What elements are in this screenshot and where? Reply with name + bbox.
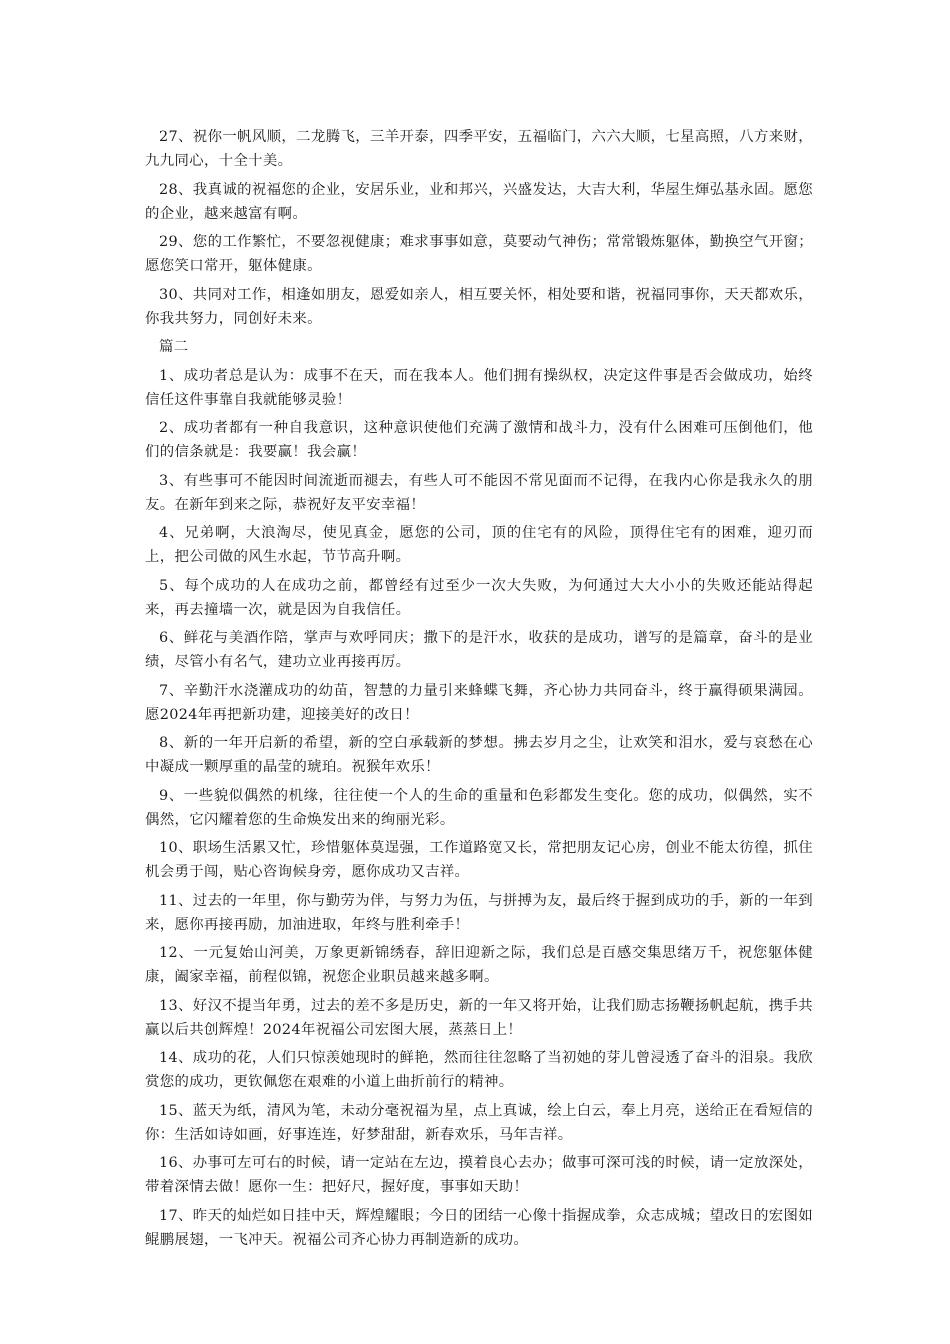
document-body: [145, 125, 813, 1256]
paragraph: 1、成功者总是认为：成事不在天，而在我本人。他们拥有操纵权，决定这件事是否会做成功，始终信任这件事靠自我就能够灵验！: [145, 367, 813, 408]
paragraph: 16、办事可左可右的时候，请一定站在左边，摸着良心去办；做事可深可浅的时候，请一定放深处，带着深情去做！愿你一生：把好尺，握好度，事事如天助！: [145, 1155, 813, 1195]
paragraph: 30、共同对工作，相逢如朋友，恩爱如亲人，相互要关怀，相处要和谐，祝福同事你，天天都欢乐，你我共努力，同创好未来。: [145, 286, 813, 327]
paragraph: 10、职场生活累又忙，珍惜躯体莫逞强，工作道路宽又长，常把朋友记心房，创业不能太彷徨，抓住机会勇于闯，贴心咨询候身旁，愿你成功又吉祥。: [145, 840, 813, 880]
paragraph: 27、祝你一帆风顺，二龙腾飞，三羊开泰，四季平安，五福临门，六六大顺，七星高照，八方来财，九九同心，十全十美。: [145, 129, 813, 169]
paragraph: 9、一些貌似偶然的机缘，往往使一个人的生命的重量和色彩都发生变化。您的成功，似偶然，实不偶然，它闪耀着您的生命焕发出来的绚丽光彩。: [145, 787, 813, 828]
paragraph: 4、兄弟啊，大浪淘尽，使见真金，愿您的公司，顶的住宅有的风险，顶得住宅有的困难，迎刃而上，把公司做的风生水起，节节高升啊。: [145, 525, 813, 565]
paragraph: 6、鲜花与美酒作陪，掌声与欢呼同庆；撒下的是汗水，收获的是成功，谱写的是篇章，奋斗的是业绩，尽管小有名气，建功立业再接再厉。: [145, 630, 813, 670]
paragraph: 3、有些事可不能因时间流逝而褪去，有些人可不能因不常见面而不记得，在我内心你是我永久的朋友。在新年到来之际，恭祝好友平安幸福！: [145, 472, 813, 513]
paragraph: 7、辛勤汗水浇灌成功的幼苗，智慧的力量引来蜂蝶飞舞，齐心协力共同奋斗，终于赢得硕果满园。愿2024年再把新功建，迎接美好的改日！: [145, 682, 813, 723]
paragraph: 14、成功的花，人们只惊羡她现时的鲜艳，然而往往忽略了当初她的芽儿曾浸透了奋斗的泪泉。我欣赏您的成功，更钦佩您在艰难的小道上曲折前行的精神。: [145, 1050, 813, 1090]
paragraph: 2、成功者都有一种自我意识，这种意识使他们充满了激情和战斗力，没有什么困难可压倒他们，他们的信条就是：我要赢！我会赢！: [145, 420, 813, 460]
section-title: 篇二: [159, 339, 189, 355]
paragraph: 12、一元复始山河美，万象更新锦绣春，辞旧迎新之际，我们总是百感交集思绪万千，祝您躯体健康，阖家幸福，前程似锦，祝您企业职员越来越多啊。: [145, 945, 813, 985]
paragraph: 15、蓝天为纸，清风为笔，未动分毫祝福为星，点上真诚，绘上白云，奉上月亮，送给正在看短信的你：生活如诗如画，好事连连，好梦甜甜，新春欢乐，马年吉祥。: [145, 1102, 813, 1143]
paragraph: 5、每个成功的人在成功之前，都曾经有过至少一次大失败，为何通过大大小小的失败还能站得起来，再去撞墙一次，就是因为自我信任。: [145, 577, 813, 618]
paragraph: 8、新的一年开启新的希望，新的空白承载新的梦想。拂去岁月之尘，让欢笑和泪水，爱与哀愁在心中凝成一颗厚重的晶莹的琥珀。祝猴年欢乐！: [145, 735, 813, 775]
paragraph: 11、过去的一年里，你与勤劳为伴，与努力为伍，与拼搏为友，最后终于握到成功的手，新的一年到来，愿你再接再励，加油进取，年终与胜利牵手！: [145, 892, 813, 933]
paragraph: 29、您的工作繁忙，不要忽视健康；难求事事如意，莫要动气神伤；常常锻炼躯体，勤换空气开窗；愿您笑口常开，躯体健康。: [145, 234, 813, 274]
paragraph: 13、好汉不提当年勇，过去的差不多是历史，新的一年又将开始，让我们励志扬鞭扬帆起航，携手共赢以后共创辉煌！2024年祝福公司宏图大展，蒸蒸日上！: [145, 997, 813, 1038]
paragraph: 17、昨天的灿烂如日挂中天，辉煌耀眼；今日的团结一心像十指握成拳，众志成城；望改日的宏图如鲲鹏展翅，一飞冲天。祝福公司齐心协力再制造新的成功。: [145, 1207, 813, 1248]
paragraph: 28、我真诚的祝福您的企业，安居乐业，业和邦兴，兴盛发达，大吉大利，华屋生煇弘基永固。愿您的企业，越来越富有啊。: [145, 181, 813, 222]
